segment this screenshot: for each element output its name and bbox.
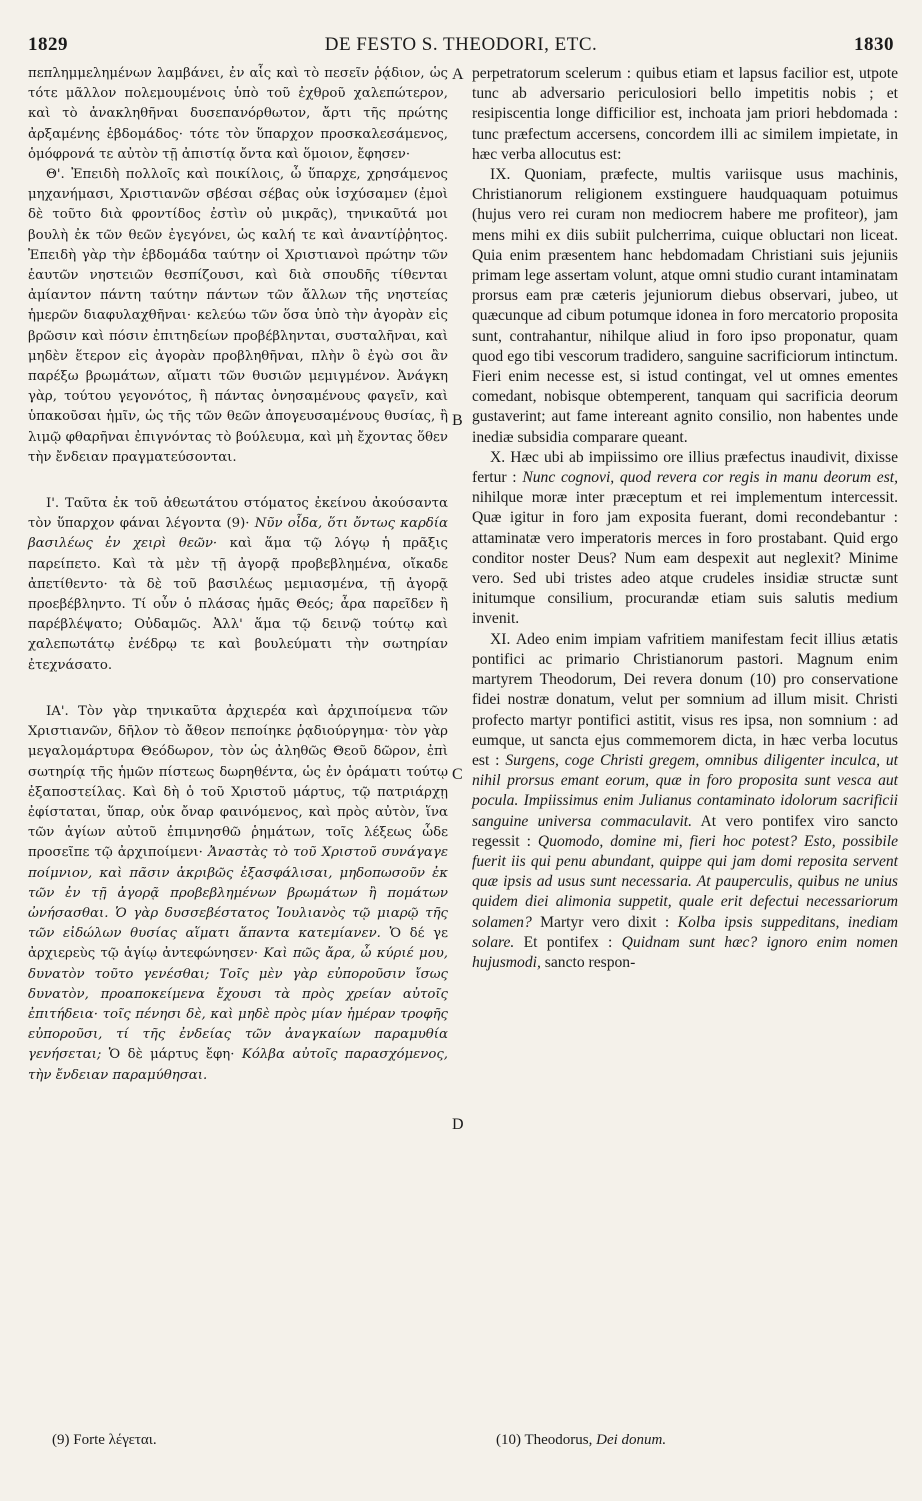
latin-paragraph-9: IX. Quoniam, præfecte, multis variisque usus machinis, Christianorum religionem exstinguere haudquaquam potuimus (hujus vero rei curam non mediocrem habere me profiteor), jam mens mihi ex diis subiit pulcherrima, cuique obluctari non liceat. Quia enim præsentem hanc hebdomadam Christiani suis jejuniis primam lege assertam volunt, atque omni studio curant intaminatam prorsus eam præ cæteris jejuniorum diebus observari, jubeo, ut quæcunque ad cibum potumque idonea in foro mercatorio proposita sunt, contrahantur, nihilque aliud in foro ipso proponatur, quam quod ego tibi vescorum tradidero, sanguine sacrificiorum intinctum. Fieri enim necesse est, si istud contingat, vel ut omnes ementes comedant, nobisque obtemperent, tanquam qui sacrificia deorum gustaverint; aut fame intereant agnito consilio, non habentes unde inediæ subsidia comparare queant. <box>472 166 898 446</box>
running-title: DE FESTO S. THEODORI, ETC. <box>324 34 598 55</box>
footnote-9-label: (9) Forte <box>52 1432 105 1448</box>
greek-p10-text: Ι'. Ταῦτα ἐκ τοῦ ἀθεωτάτου στόματος ἐκείνου ἀκούσαντα τὸν ὕπαρχον φάναι λέγοντα (9)· <box>28 496 448 532</box>
latin-p10-text: X. Hæc ubi ab impiissimo ore illius præfectus inaudivit, dixisse fertur : <box>472 448 898 487</box>
margin-markers <box>450 0 470 1501</box>
greek-p11-question: Καὶ πῶς ἄρα, ὦ κύριέ μου, δυνατὸν τοῦτο γενέσθαι; Τοῖς μὲν γὰρ εὐποροῦσιν ἴσως δυνατὸν, προαποκείμενα ἔχουσι τὰ πρὸς χρείαν αὐτοῖς ἐπιτήδεια· τοῖς πένησι δὲ, καὶ μηδὲ πρὸς μίαν ἡμέραν τροφῆς εὐποροῦσι, τί τῆς ἐνδείας τῶν ἀναγκαίων παραμυθία γενήσεται; <box>28 946 449 1063</box>
latin-p11-quote: Surgens, coge Christi gregem, omnibus diligenter inculca, ut nihil prorsus emant eorum, quæ in foro proposita sunt vesca aut pocula. Impiissimus enim Julianus contaminato idolorum sacrificii sanguine universa commaculavit. <box>472 751 898 830</box>
greek-p10-rest: καὶ ἅμα τῷ λόγῳ ἡ πρᾶξις παρείπετο. Καὶ τὰ μὲν τῇ ἀγορᾷ προβεβλημένα, οἴκαδε ἀπετίθεντο· τὰ δὲ τοῦ βασιλέως μεμιασμένα, τῇ ἀγορᾷ προεβέβληντο. Τί οὖν ὁ πλάσας ἡμᾶς Θεός; ἆρα παρεῖδεν ἢ παρέβλέψατο; Οὐδαμῶς. Ἀλλ' ἅμα τῷ δεινῷ τούτῳ καὶ χαλεπωτάτῳ ἐνέδρῳ τε καὶ βουλεύματι τὴν σωτηρίαν ἐτεχνάσατο. <box>28 536 448 673</box>
footnote-10-label: (10) Theodorus, <box>496 1432 593 1448</box>
footnote-9 <box>52 1432 157 1449</box>
greek-p11-quote: Ἀναστὰς τὸ τοῦ Χριστοῦ συνάγαγε ποίμνιον, καὶ πᾶσιν ἀκριβῶς ἐξασφάλισαι, μηδοπωσοῦν ἐκ τῶν ἐν τῇ ἀγορᾷ προβεβλημένων βρωμάτων ἢ πομάτων ὠνήσασθαι. Ὁ γὰρ δυσσεβέστατος Ἰουλιανὸς τῷ μιαρῷ τῆς τῶν εἰδώλων θυσίας αἵματι ἅπαντα κατεμίανεν. <box>28 845 448 942</box>
latin-p11-martyr: Martyr vero dixit : <box>540 913 670 931</box>
latin-column <box>472 64 898 973</box>
margin-marker-d: D <box>452 1116 464 1133</box>
greek-p11-answer: Κόλβα αὐτοῖς παρασχόμενος, τὴν ἔνδειαν παραμύθησαι. <box>28 1047 449 1083</box>
latin-paragraph-11 <box>472 630 898 973</box>
greek-p11-text: ΙΑ'. Τὸν γὰρ τηνικαῦτα ἀρχιερέα καὶ ἀρχιποίμενα τῶν Χριστιανῶν, δῆλον τὸ ἄθεον πεποίηκε ῥᾳδιούργημα· τὸν γὰρ μεγαλομάρτυρα Θεόδωρον, τὸν ὡς ἀληθῶς Θεοῦ δῶρον, ἐπὶ σωτηρίᾳ τῆς ἡμῶν πίστεως δωρηθέντα, ὡς ἐν ὁράματι τούτῳ ἐξαποστείλας. Καὶ δὴ ὁ τοῦ Χριστοῦ μάρτυς, τῷ πατριάρχῃ ἐφίσταται, ὕπαρ, οὐκ ὄναρ φαινόμενος, καὶ πρὸς αὐτὸν, ἵνα τῶν ἁγίων αὐτοῦ ἐπιμνησθῶ ῥημάτων, τοῖς λέξεως ὧδε προσεῖπε τῷ ἀρχιποίμενι· <box>28 703 448 861</box>
greek-p11-martyr: Ὁ δὲ μάρτυς ἔφη· <box>108 1047 235 1063</box>
greek-paragraph-1: πεπλημμελημένων λαμβάνει, ἐν αἷς καὶ τὸ πεσεῖν ῥᾴδιον, ὡς τότε μᾶλλον πολεμουμένοις ὑπὸ τοῦ ἐχθροῦ χαλεπώτερον, καὶ τὸ ἀνακληθῆναι δυσεπανόρθωτον, ἄρτι τῆς πρώτης ἀρξαμένης ἑβδομάδος· τότε τὸν ὕπαρχον προσκαλεσάμενος, ὁμόφρονά τε αὐτὸν τῇ ἀπιστίᾳ ὄντα καὶ ὅμοιον, ἔφησεν· <box>28 66 448 162</box>
page-number-left: 1829 <box>28 34 68 55</box>
greek-p11-reply: Ὁ δέ γε ἀρχιερεὺς τῷ ἁγίῳ ἀντεφώνησεν· <box>28 926 449 962</box>
greek-paragraph-11 <box>28 702 448 1086</box>
greek-paragraph-9: Θ'. Ἐπειδὴ πολλοῖς καὶ ποικίλοις, ὦ ὕπαρχε, χρησάμενος μηχανήμασι, Χριστιανῶν σβέσαι σέβας οὐκ ἰσχύσαμεν (ἐμοὶ δὲ τοῦτο διὰ φροντίδος ἐστὶν οὐ μικρᾶς), τηνικαῦτά μοι βουλὴ ἐκ τῶν θεῶν ἐγεγόνει, ὡς καλή τε καὶ ἀναντίῤῥητος. Ἐπειδὴ γὰρ τὴν ἑβδομάδα ταύτην οἱ Χριστιανοὶ πρώτην τῶν ἑαυτῶν νηστειῶν θεσπίζουσι, καὶ διὰ σπουδῆς τίθενται ἀμίαντον πάντη ταύτην πάντων τῶν ἄλλων τῆς νηστείας ἡμερῶν διαφυλαχθῆναι· κελεύω τῶν ὅσα ὑπὸ τὴν ἀγορὰν εἰς βρῶσιν καὶ πόσιν ἐπιτηδείων προβέβληνται, συσταλῆναι, καὶ μηδὲν ἕτερον εἰς ἀγορὰν προβληθῆναι, πλὴν ὃ ἐγὼ σοι ἂν παρέξω βρωμάτων, αἵματι τῶν θυσιῶν μεμιγμένον. Ἀνάγκη γὰρ, τούτου γεγονότος, ἢ πάντας ὀνησαμένους φαγεῖν, καὶ ὑπακοῦσαι ἡμῖν, ὡς τῆς τῶν θεῶν ἀπογευσαμένους θυσίας, ἢ λιμῷ φθαρῆναι ἐπιγνόντας τὸ βούλευμα, καὶ μὴ ἔχοντας ὅθεν τὴν ἔνδειαν πραγματεύσονται. <box>28 167 448 465</box>
latin-p11-question: Quomodo, domine mi, fieri hoc potest? Esto, possibile fuerit iis qui penu abundant, quippe qui jam domi reposita servent quæ ipsis ad usus sunt necessaria. At pauperculis, quibus ne unius quidem diei alimonia suppetit, quale erit defectui necessariorum solamen? <box>472 832 898 931</box>
latin-p11-answer: Kolba ipsis suppeditans, inediam solare. <box>472 913 899 951</box>
footnote-10-gloss: Dei donum. <box>596 1432 667 1448</box>
margin-marker-a: A <box>452 66 464 83</box>
latin-p11-reply: At vero pontifex viro sancto regessit : <box>472 812 898 850</box>
latin-p11-text: XI. Adeo enim impiam vafritiem manifestam fecit illius ætatis pontifici ac primario Christianorum pastori. Magnum enim martyrem Theodorum, Dei revera donum (10) pro conservatione fidei nostræ donatum, velut per somnium ad illum misit. Christi profecto martyr pontifici astitit, visus res ipsa, non somnium : ad eumque, ut sancta ejus commemorem dicta, in hæc verba locutus est : <box>472 630 898 769</box>
footnote-9-greek: λέγεται. <box>108 1432 157 1448</box>
page-number-right: 1830 <box>854 34 894 55</box>
margin-marker-c: C <box>452 766 463 783</box>
latin-p11-continuation: sancto respon- <box>544 953 636 971</box>
margin-marker-b: B <box>452 412 463 429</box>
greek-p10-quote: Νῦν οἶδα, ὅτι ὄντως καρδία βασιλέως ἐν χειρὶ θεῶν· <box>28 516 448 552</box>
latin-p10-quote: Nunc cognovi, quod revera cor regis in manu deorum est, <box>522 469 898 487</box>
greek-column <box>28 64 448 1086</box>
greek-paragraph-10 <box>28 494 448 676</box>
latin-paragraph-10 <box>472 448 898 630</box>
latin-p11-pontifex-question: Quidnam sunt hæc? ignoro enim nomen hujusmodi, <box>472 933 898 971</box>
latin-p10-rest: nihilque moræ inter præceptum et rei implementum intercessit. Quæ igitur in foro jam exposita fuerant, domi recondebantur : attaminatæ vero imperatoris merces in foro prostabant. Quid ergo conditor noster Deus? Num eam despexit aut neglexit? Minime vero. Sed ubi tristes adeo atque crudeles insidiæ structæ sunt initumque consilium, procurandæ etiam suis salutis medium invenit. <box>472 489 898 628</box>
latin-p11-pontifex: Et pontifex : <box>523 933 613 951</box>
footnote-10 <box>496 1432 666 1449</box>
latin-paragraph-1: perpetratorum scelerum : quibus etiam et lapsus facilior est, utpote tunc ab adversario periculosiori bello impetitis nobis ; et resipiscentia longe difficilior est, inchoata jam priori hebdomada : tunc præfectum accersens, concordem illi ac similem impietate, in hæc verba allocutus est: <box>472 65 898 163</box>
